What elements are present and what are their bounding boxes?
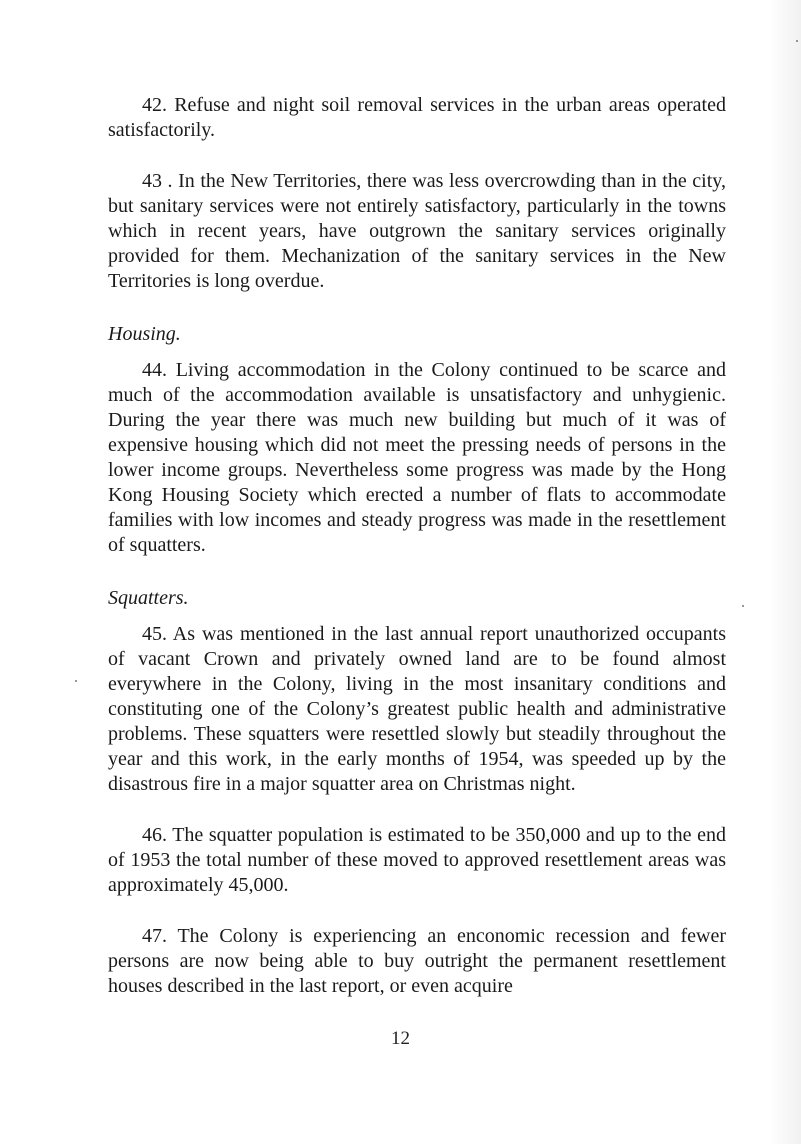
scan-speck [742,605,744,607]
paragraph-44: 44. Living accommodation in the Colony continued to be scarce and much of the accommodation available is unsatisfactory and unhygienic. During the year there was much new building but much of it was of expensive housing which did not meet the pressing needs of persons in the lower income groups. Nevertheless some progress was made by the Hong Kong Housing Society which erected a number of flats to accommodate families with low incomes and steady progress was made in the resettlement of squatters. [108,359,726,556]
document-body [108,93,726,999]
page-number: 12 [391,1028,410,1049]
spacer [108,898,726,924]
spacer [108,558,726,586]
paragraph-47: 47. The Colony is experiencing an enconomic recession and fewer persons are now being able to buy outright the permanent resettlement houses described in the last report, or even acquire [108,925,726,997]
scan-speck [75,680,77,682]
paragraph-42: 42. Refuse and night soil removal services in the urban areas operated satisfactorily. [108,94,726,141]
spacer [108,294,726,322]
paragraph-45: 45. As was mentioned in the last annual report unauthorized occupants of vacant Crown and privately owned land are to be found almost everywhere in the Colony, living in the most insanitary conditions and constituting one of the Colony’s greatest public health and administrative problems. These squatters were resettled slowly but steadily throughout the year and this work, in the early months of 1954, was speeded up by the disastrous fire in a major squatter area on Christmas night. [108,623,726,795]
paragraph-43: 43 . In the New Territories, there was less overcrowding than in the city, but sanitary services were not entirely satisfactory, particularly in the towns which in recent years, have outgrown the sanitary services originally provided for them. Mechanization of the sanitary services in the New Territories is long overdue. [108,170,726,292]
section-heading-squatters: Squatters. [108,587,189,609]
paragraph-46: 46. The squatter population is estimated to be 350,000 and up to the end of 1953 the total number of these moved to approved resettlement areas was approximately 45,000. [108,824,726,896]
scan-speck [796,40,798,42]
spacer [108,143,726,169]
spacer [108,797,726,823]
section-heading-housing: Housing. [108,323,181,345]
